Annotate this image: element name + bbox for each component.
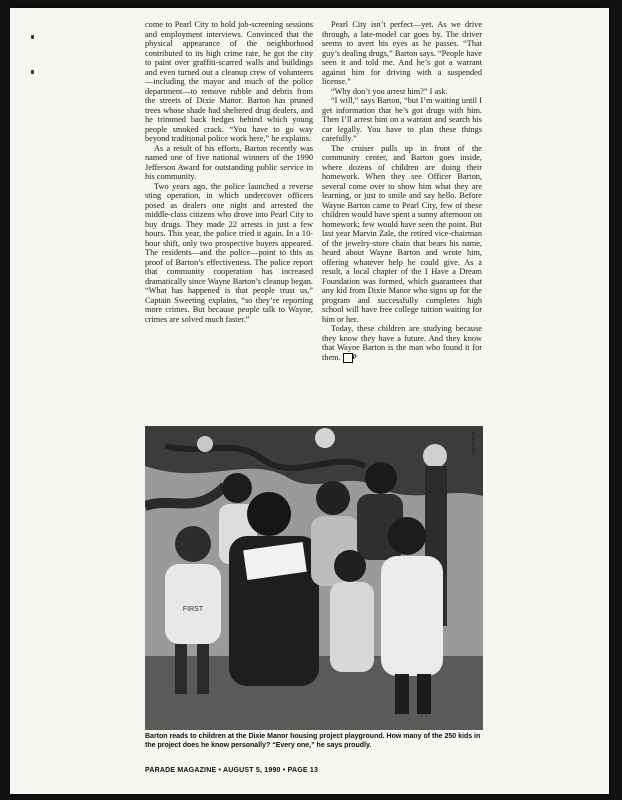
- article-column-right: [322, 20, 482, 363]
- margin-mark: [31, 70, 34, 74]
- paragraph: [322, 324, 482, 363]
- magazine-page: [10, 8, 609, 794]
- photo-credit: BOB LIVELY: [471, 432, 476, 455]
- paragraph: As a result of his efforts, Barton recently was named one of five national winners of the 1990 Jefferson Award for outstanding public service in his community.: [145, 143, 313, 181]
- article-photo: [145, 426, 483, 730]
- paragraph: “I will,” says Barton, “but I’m waiting until I get information that he’s got drugs with him. Then I’ll arrest him on a warrant and search his car legally. You have to plan these things carefully.”: [322, 96, 482, 143]
- paragraph: Two years ago, the police launched a reverse sting operation, in which undercover officers posed as dealers one night and arrested the middle-class citizens who drove into Pearl City to buy drugs. They made 22 arrests in just a few hours. This year, the police tried it again. In a 10-hour shift, only two prospective buyers appeared. The residents—and the police—point to this as proof of Barton’s effectiveness. The police report that community cooperation has increased dramatically since Wayne Barton’s cleanup began. “What has happened is that people trust us,” Captain Sweeting explains, “so they’re reporting more crimes. But because people talk to Wayne, crimes are solved much faster.”: [145, 181, 313, 324]
- paragraph: Pearl City isn’t perfect—yet. As we drive through, a late-model car goes by. The driver seems to avert his eyes as he passes. “That guy’s dealing drugs,” Barton says. “People have seen it and told me. And he’s got a warrant against him for driving with a suspended license.”: [322, 20, 482, 86]
- shirt-text: FIRST: [182, 606, 204, 613]
- page-footer: PARADE MAGAZINE • AUGUST 5, 1990 • PAGE 13: [145, 767, 319, 774]
- photo-caption: Barton reads to children at the Dixie Manor housing project playground. How many of the 250 kids in the project does he know personally? “Every one,” he says proudly.: [145, 733, 481, 749]
- paragraph: come to Pearl City to hold job-screening sessions and employment interviews. Convinced that the physical appearance of the neighborhood contributed to its high crime rate, he got the city to paint over graffiti-scarred walls and buildings and even turned out a cleanup crew of volunteers—including the mayor and much of the police department—to remove rubble and debris from the streets of Dixie Manor. Barton has pruned trees whose shade had sheltered drug dealers, and he trimmed back hedges behind which young people smoked crack. “You have to go way beyond traditional police work here,” he explains.: [145, 20, 313, 143]
- margin-mark: [31, 35, 34, 39]
- paragraph: “Why don’t you arrest him?” I ask.: [331, 86, 448, 96]
- end-mark-icon: P: [343, 353, 353, 363]
- paragraph: The cruiser pulls up in front of the community center, and Barton goes inside, where dozens of children are doing their homework. When they see Officer Barton, several come over to show him what they are learning, or just to smile and say hello. Before Wayne Barton came to Pearl City, few of these children would have spent a sunny afternoon on homework; few would have seen the point. But last year Marvin Zale, the retired vice-chairman of the jewelry-store chain that bears his name, heard about Wayne Barton and wrote him, offering whatever help he could give. As a result, a local chapter of the I Have a Dream Foundation was formed, which guarantees that any kid from Dixie Manor who signs up for the program and successfully completes high school will have free college tuition waiting for him or her.: [322, 143, 482, 324]
- photo-illustration: [145, 426, 483, 730]
- paragraph-text: Today, these children are studying because they know they have a future. And they know that Wayne Barton is the man who found it for them.: [322, 324, 482, 362]
- article-column-left: [145, 20, 313, 324]
